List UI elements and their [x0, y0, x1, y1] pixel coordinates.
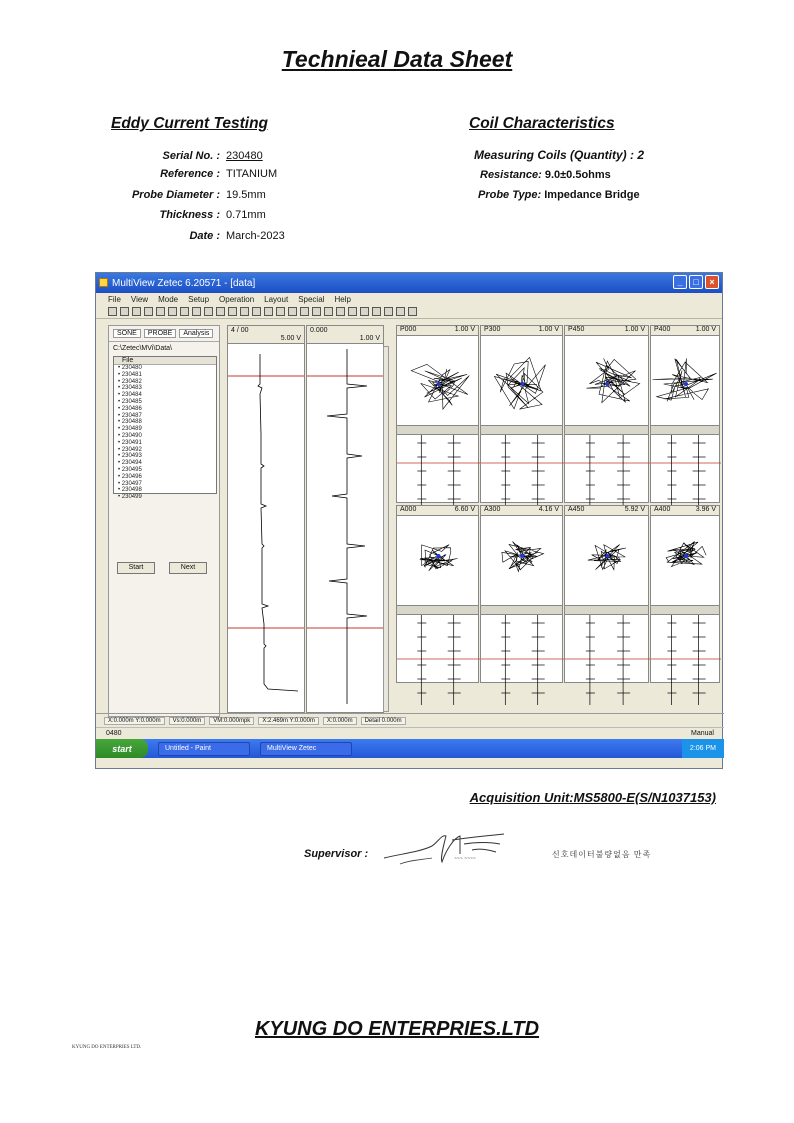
panel-divider — [565, 605, 648, 615]
field-label: Date : — [189, 230, 220, 242]
lissajous-plot — [481, 336, 562, 420]
toolbar — [96, 305, 722, 319]
file-list-item[interactable]: • 230495 — [114, 467, 216, 474]
taskbar-item-multiview[interactable]: MultiView Zetec — [260, 742, 352, 756]
lissajous-plot — [651, 336, 719, 420]
field-probe-diameter — [110, 189, 266, 201]
panel-channel: A400 — [654, 506, 671, 513]
status-cell: VM:0.000mpk — [209, 717, 254, 725]
menu-setup[interactable]: Setup — [188, 294, 210, 304]
clock: 2:06 PM — [689, 745, 716, 752]
coil-label: Resistance: — [480, 169, 542, 181]
tab-sone[interactable]: SONE — [113, 329, 141, 338]
file-list-item[interactable]: • 230481 — [114, 372, 216, 379]
file-list-item[interactable]: • 230499 — [114, 494, 216, 501]
file-list-item[interactable]: • 230491 — [114, 440, 216, 447]
lissajous-plot — [651, 516, 719, 600]
toolbar-icon[interactable] — [408, 307, 417, 316]
file-list-item[interactable]: • 230489 — [114, 426, 216, 433]
strip-trace — [397, 435, 478, 515]
lissajous-panel-a1[interactable] — [396, 505, 479, 683]
file-list-item[interactable]: • 230496 — [114, 474, 216, 481]
tab-analysis[interactable]: Analysis — [179, 329, 213, 338]
window-title: MultiView Zetec 6.20571 - [data] — [112, 277, 256, 289]
app-icon — [99, 278, 108, 287]
file-list-item[interactable]: • 230485 — [114, 399, 216, 406]
strip-scale: 5.00 V — [280, 335, 301, 342]
panel-divider — [481, 425, 562, 435]
field-label: Thickness : — [159, 209, 220, 221]
panel-scale: 4.16 V — [538, 506, 559, 513]
close-button[interactable]: × — [705, 275, 719, 289]
panel-channel: A000 — [400, 506, 417, 513]
toolbar-icon[interactable] — [192, 307, 201, 316]
software-screenshot — [95, 272, 723, 769]
panel-scale: 1.00 V — [538, 326, 559, 333]
menu-help[interactable]: Help — [334, 294, 351, 304]
status-cell: Detail 0.000m — [361, 717, 406, 725]
strip-trace — [565, 435, 648, 515]
toolbar-icon[interactable] — [240, 307, 249, 316]
taskbar-item-paint[interactable]: Untitled - Paint — [158, 742, 250, 756]
lissajous-panel-p3[interactable] — [564, 325, 649, 503]
file-list-item[interactable]: • 230497 — [114, 481, 216, 488]
field-serial — [110, 150, 263, 162]
system-tray — [682, 739, 724, 758]
panel-channel: A450 — [568, 506, 585, 513]
file-list-item[interactable]: • 230490 — [114, 433, 216, 440]
menu-file[interactable]: File — [108, 294, 121, 304]
panel-divider — [651, 605, 719, 615]
field-label: Probe Diameter : — [131, 189, 220, 201]
status-mode: Manual — [691, 730, 714, 737]
supervisor-signature — [380, 824, 532, 876]
coil-label: Measuring Coils (Quantity) : — [474, 148, 635, 162]
toolbar-icon[interactable] — [132, 307, 141, 316]
panel-divider — [651, 425, 719, 435]
svg-text:~~~ ~~~~: ~~~ ~~~~ — [454, 856, 476, 862]
lissajous-panel-a2[interactable] — [480, 505, 563, 683]
folder-path[interactable]: C:\Zetec\MVi\Data\ — [113, 345, 173, 352]
lissajous-plot — [481, 516, 562, 600]
strip-chart-2[interactable] — [306, 325, 384, 713]
toolbar-icon[interactable] — [348, 307, 357, 316]
panel-channel: P400 — [654, 326, 671, 333]
status-bar-bottom — [96, 727, 724, 739]
coil-label: Probe Type: — [478, 189, 542, 201]
menu-special[interactable]: Special — [298, 294, 325, 304]
window-titlebar — [96, 273, 722, 293]
strip-trace — [481, 435, 562, 515]
status-cell: Vs:0.000m — [169, 717, 206, 725]
lissajous-plot — [397, 336, 478, 420]
status-bar — [96, 713, 724, 727]
supervisor-label: Supervisor : — [304, 848, 369, 860]
panel-channel: P300 — [484, 326, 501, 333]
toolbar-icon[interactable] — [216, 307, 225, 316]
coil-probe-type — [478, 189, 640, 201]
coil-quantity — [474, 148, 644, 162]
toolbar-icon[interactable] — [108, 307, 117, 316]
status-cell: X:2.469m Y:0.000m — [258, 717, 319, 725]
start-button[interactable]: start — [96, 739, 148, 758]
file-list-item[interactable]: • 230480 — [114, 365, 216, 372]
strip-channel: 0.000 — [310, 327, 328, 334]
strip-trace-2 — [307, 344, 383, 712]
panel-scale: 1.00 V — [695, 326, 716, 333]
strip-trace — [651, 615, 719, 695]
toolbar-icon[interactable] — [360, 307, 369, 316]
toolbar-icon[interactable] — [276, 307, 285, 316]
toolbar-icon[interactable] — [120, 307, 129, 316]
panel-scale: 1.00 V — [454, 326, 475, 333]
panel-scale: 3.96 V — [695, 506, 716, 513]
strip-trace — [565, 615, 648, 695]
tab-probe[interactable]: PROBE — [144, 329, 177, 338]
footer-text: KYUNG DO ENTERPRIES LTD. — [72, 1045, 142, 1050]
lissajous-plot — [565, 516, 648, 600]
start-analysis-button[interactable]: Start — [117, 562, 155, 574]
lissajous-panel-p1[interactable] — [396, 325, 479, 503]
panel-scale: 5.92 V — [624, 506, 645, 513]
field-value: 230480 — [226, 150, 263, 162]
strip-channel: 4 / 00 — [231, 327, 249, 334]
file-list-item[interactable]: • 230493 — [114, 453, 216, 460]
eddy-heading: Eddy Current Testing — [111, 115, 269, 132]
file-list-item[interactable]: • 230494 — [114, 460, 216, 467]
menu-layout[interactable]: Layout — [264, 294, 289, 304]
maximize-button[interactable]: □ — [689, 275, 703, 289]
strip-trace — [481, 615, 562, 695]
vertical-scrollbar[interactable] — [383, 346, 389, 712]
lissajous-plot — [565, 336, 648, 420]
toolbar-icon[interactable] — [384, 307, 393, 316]
menu-operation[interactable]: Operation — [219, 294, 255, 304]
panel-scale: 1.00 V — [624, 326, 645, 333]
toolbar-icon[interactable] — [180, 307, 189, 316]
toolbar-icon[interactable] — [252, 307, 261, 316]
status-cell: X:0.000m Y:0.000m — [104, 717, 165, 725]
strip-trace — [651, 435, 719, 515]
coil-value: 9.0±0.5ohms — [544, 169, 611, 181]
file-list-item[interactable]: • 230487 — [114, 413, 216, 420]
panel-divider — [397, 605, 478, 615]
file-list-item[interactable]: • 230484 — [114, 392, 216, 399]
toolbar-icon[interactable] — [228, 307, 237, 316]
lissajous-panel-a3[interactable] — [564, 505, 649, 683]
strip-trace — [397, 615, 478, 695]
file-list-item[interactable]: • 230492 — [114, 447, 216, 454]
field-reference — [110, 168, 277, 180]
menu-mode[interactable]: Mode — [158, 294, 179, 304]
status-cell: X:0.000m — [323, 717, 357, 725]
toolbar-icon[interactable] — [264, 307, 273, 316]
lissajous-plot — [397, 516, 478, 600]
file-list-header: File — [114, 357, 216, 365]
toolbar-icon[interactable] — [324, 307, 333, 316]
panel-scale: 6.60 V — [454, 506, 475, 513]
coil-resistance — [480, 169, 611, 181]
toolbar-icon[interactable] — [336, 307, 345, 316]
toolbar-icon[interactable] — [372, 307, 381, 316]
strip-scale: 1.00 V — [359, 335, 380, 342]
coil-value: 2 — [637, 148, 645, 162]
field-value: TITANIUM — [226, 168, 278, 180]
lissajous-panel-a4[interactable] — [650, 505, 720, 683]
field-label: Serial No. : — [162, 150, 220, 162]
panel-divider — [481, 605, 562, 615]
file-list[interactable] — [113, 356, 217, 501]
field-date — [110, 230, 285, 242]
taskbar — [96, 739, 724, 758]
file-list-item[interactable]: • 230482 — [114, 379, 216, 386]
acquisition-unit: Acquisition Unit:MS5800-E(S/N1037153) — [469, 790, 716, 805]
toolbar-icon[interactable] — [156, 307, 165, 316]
menubar — [96, 293, 722, 305]
field-value: March-2023 — [226, 230, 285, 242]
file-list-item[interactable]: • 230488 — [114, 419, 216, 426]
field-value: 19.5mm — [226, 189, 266, 201]
file-list-item[interactable]: • 230498 — [114, 487, 216, 494]
file-list-item[interactable]: • 230483 — [114, 385, 216, 392]
field-value: 0.71mm — [226, 209, 266, 221]
toolbar-icon[interactable] — [396, 307, 405, 316]
coil-heading: Coil Characteristics — [469, 115, 615, 132]
toolbar-icon[interactable] — [168, 307, 177, 316]
minimize-button[interactable]: _ — [673, 275, 687, 289]
panel-channel: P000 — [400, 326, 417, 333]
strip-chart-1[interactable] — [227, 325, 305, 713]
coil-value: Impedance Bridge — [544, 189, 640, 201]
panel-channel: P450 — [568, 326, 585, 333]
supervisor-note: 신호데이터불량없음 만족 — [552, 850, 652, 859]
field-label: Reference : — [160, 168, 220, 180]
company-name: KYUNG DO ENTERPRIES.LTD — [254, 1018, 540, 1040]
document-title: Technieal Data Sheet — [281, 46, 513, 72]
toolbar-icon[interactable] — [204, 307, 213, 316]
toolbar-icon[interactable] — [144, 307, 153, 316]
next-button[interactable]: Next — [169, 562, 207, 574]
toolbar-icon[interactable] — [288, 307, 297, 316]
strip-trace-1 — [228, 344, 304, 712]
status-left: 0480 — [106, 730, 122, 737]
panel-channel: A300 — [484, 506, 501, 513]
toolbar-icon[interactable] — [300, 307, 309, 316]
file-list-item[interactable]: • 230486 — [114, 406, 216, 413]
toolbar-icon[interactable] — [312, 307, 321, 316]
field-thickness — [110, 209, 266, 221]
panel-divider — [565, 425, 648, 435]
lissajous-panel-p2[interactable] — [480, 325, 563, 503]
panel-divider — [397, 425, 478, 435]
menu-view[interactable]: View — [130, 294, 149, 304]
file-browser-panel — [108, 325, 220, 717]
lissajous-panel-p4[interactable] — [650, 325, 720, 503]
